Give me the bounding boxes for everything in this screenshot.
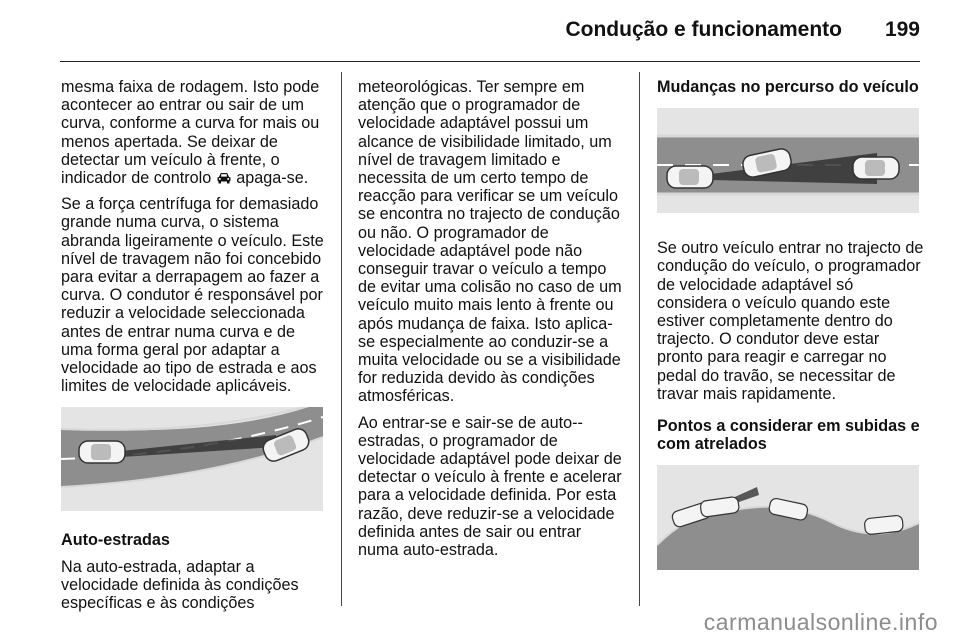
lane-change-illustration [657, 108, 919, 213]
column-1 [61, 78, 327, 620]
column-3 [657, 78, 925, 570]
paragraph: Se outro veículo entrar no trajecto de condução do veículo, o programador de velocidade adaptável só considera o veículo quando este estiver completamente dentro do trajecto. O condutor deve estar pronto para reagir e carregar no pedal do travão, se necessitar de travar mais rapidamente. [657, 239, 924, 403]
paragraph: Se a força centrífuga for demasiado grande numa curva, o sistema abranda ligeiramente o veículo. Este nível de travagem não foi concebido para evitar a derrapagem ao fazer a curva. O condutor é responsável por reduzir a velocidade seleccionada antes de entrar numa curva e de uma forma geral por adaptar a velocidade ao tipo de estrada e aos limites de velocidade aplicáveis. [61, 195, 324, 396]
paragraph: Ao entrar-se e sair-se de auto--estradas, o programador de velocidade adaptável pode deixar de detectar o veículo à frente e acelerar para a velocidade definida. Por esta razão, deve reduzir-se a velocidade definida antes de sair ou entrar numa auto-estrada. [358, 413, 622, 560]
watermark: carmanualsonline.info [703, 609, 938, 635]
page-header [0, 0, 960, 62]
column-divider-2 [639, 72, 640, 606]
car-front-icon [216, 170, 232, 182]
paragraph [61, 78, 327, 187]
paragraph-text: apaga-se. [231, 169, 309, 188]
section-heading: Pontos a considerar em subidas e com atrelados [657, 417, 920, 454]
paragraph: Na auto-estrada, adaptar a velocidade definida às condições específicas e às condições [61, 557, 299, 613]
page-number: 199 [884, 18, 920, 41]
section-heading: Auto-estradas [61, 531, 170, 550]
header-divider [60, 61, 920, 62]
paragraph: meteorológicas. Ter sempre em atenção que o programador de velocidade adaptável possui um alcance de visibilidade limitado, um nível de travagem limitado e necessita de um certo tempo de reacção para verificar se um veículo se encontra no trajecto de condução ou não. O programador de velocidade adaptável pode não conseguir travar o veículo a tempo de evitar uma colisão no caso de um veículo muito mais lento à frente ou após mudança de faixa. Isto aplica-se especialmente ao conduzir-se a muita velocidade ou se a visibilidade for reduzida devido às condições atmosféricas. [358, 78, 622, 406]
curve-illustration [61, 407, 323, 511]
own-car [79, 441, 125, 463]
chapter-title: Condução e funcionamento [565, 18, 842, 41]
hill-illustration [657, 465, 919, 570]
column-2 [358, 78, 626, 567]
paragraph-text: mesma faixa de rodagem. Isto pode acontecer ao entrar ou sair de um curva, conforme a curva for mais ou menos apertada. Se deixar de detectar um veículo à frente, o indicador de controlo [61, 78, 320, 188]
section-heading: Mudanças no percurso do veículo [657, 78, 919, 96]
column-divider-1 [341, 72, 342, 606]
